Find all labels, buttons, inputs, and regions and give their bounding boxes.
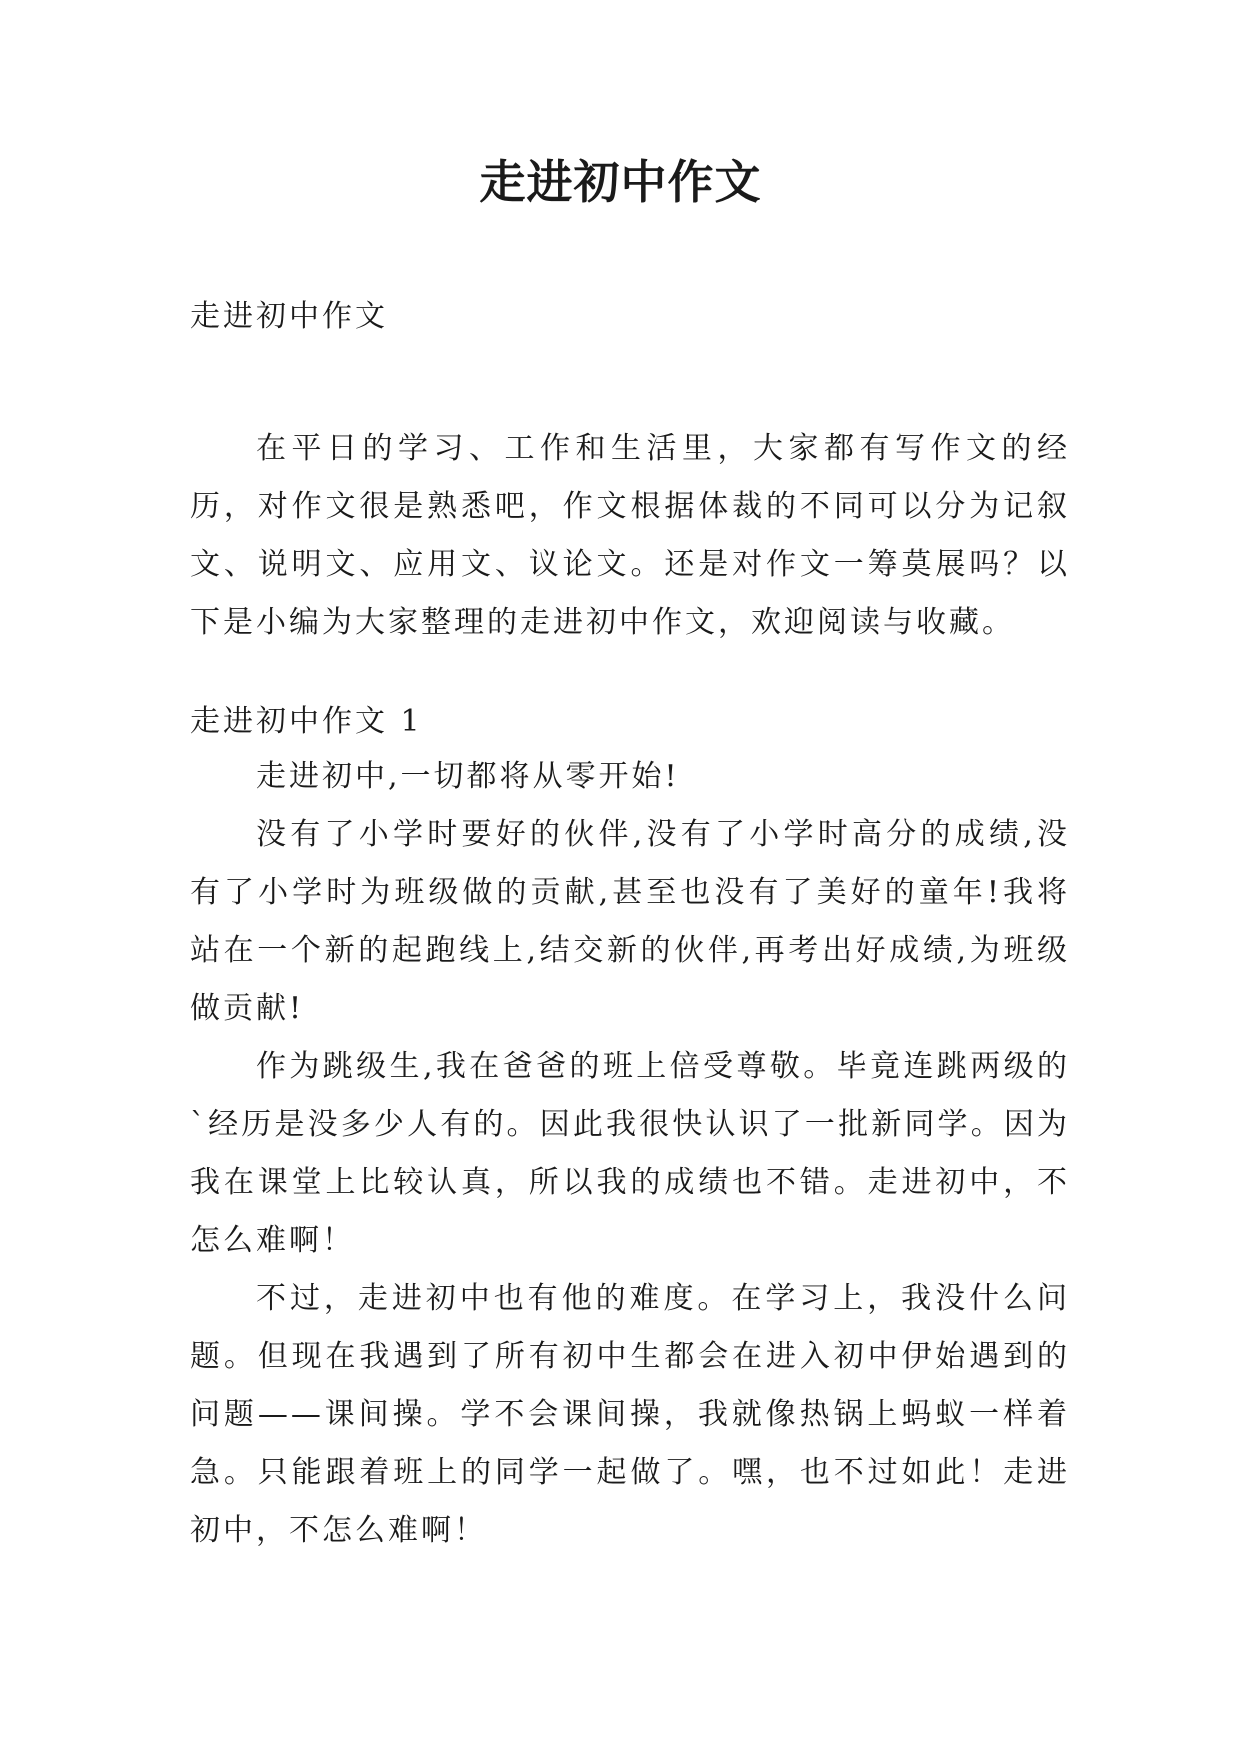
essay-paragraph: 不过，走进初中也有他的难度。在学习上，我没什么问题。但现在我遇到了所有初中生都会在进入初中伊始遇到的问题——课间操。学不会课间操，我就像热锅上蚂蚁一样着急。只能跟着班上的同学一起做了。嘿，也不过如此！走进初中，不怎么难啊！ bbox=[190, 1281, 1070, 1548]
section-heading: 走进初中作文 1 bbox=[190, 704, 423, 739]
essay-section bbox=[190, 696, 1070, 1560]
document-body bbox=[190, 292, 1070, 1560]
document-title: 走进初中作文 bbox=[479, 155, 762, 209]
essay-paragraph: 走进初中,一切都将从零开始! bbox=[256, 759, 680, 794]
essay-paragraph: 没有了小学时要好的伙伴,没有了小学时高分的成绩,没有了小学时为班级做的贡献,甚至也没有了美好的童年!我将站在一个新的起跑线上,结交新的伙伴,再考出好成绩,为班级做贡献! bbox=[190, 817, 1070, 1026]
document-subtitle: 走进初中作文 bbox=[190, 299, 388, 334]
intro-paragraph: 在平日的学习、工作和生活里，大家都有写作文的经历，对作文很是熟悉吧，作文根据体裁的不同可以分为记叙文、说明文、应用文、议论文。还是对作文一筹莫展吗？以下是小编为大家整理的走进初中作文，欢迎阅读与收藏。 bbox=[190, 431, 1070, 640]
essay-paragraph: 作为跳级生,我在爸爸的班上倍受尊敬。毕竟连跳两级的`经历是没多少人有的。因此我很快认识了一批新同学。因为我在课堂上比较认真，所以我的成绩也不错。走进初中，不怎么难啊！ bbox=[190, 1049, 1070, 1258]
